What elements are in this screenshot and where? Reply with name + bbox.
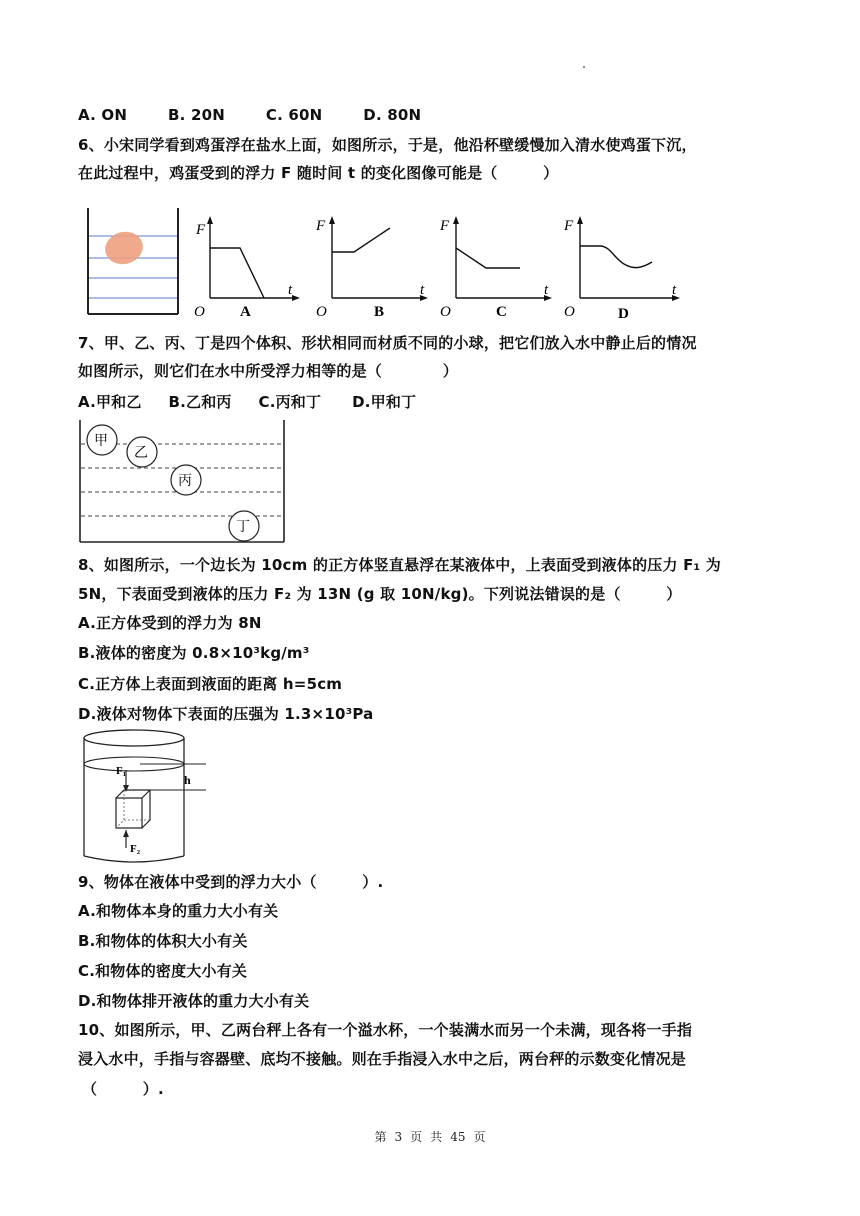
- footer-total-pages: 45: [450, 1130, 466, 1144]
- q6-graph-c: [436, 214, 554, 318]
- q8-h-label: h: [184, 773, 191, 787]
- q6-graph-d-origin: O: [564, 304, 575, 320]
- q5-option-b: B. 20N: [168, 106, 225, 124]
- q6-graph-a-x-label: t: [288, 282, 293, 298]
- q6-graph-b-origin: O: [316, 304, 327, 318]
- q5-option-d: D. 80N: [363, 106, 422, 124]
- q9-option-a: A.和物体本身的重力大小有关: [78, 902, 279, 920]
- q6-beaker-egg-figure: [80, 206, 184, 318]
- ball-jia-label: 甲: [94, 433, 108, 449]
- ball-yi-label: 乙: [134, 445, 148, 461]
- q7-options: [78, 391, 416, 412]
- q9-text-line1: 9、物体在液体中受到的浮力大小（ ）.: [78, 873, 384, 891]
- q5-options: [78, 106, 421, 124]
- q9-option-b: B.和物体的体积大小有关: [78, 932, 248, 950]
- q7-option-d: D.甲和丁: [352, 393, 417, 411]
- q7-option-b: B.乙和丙: [168, 393, 232, 411]
- q8-option-d: D.液体对物体下表面的压强为 1.3×10³Pa: [78, 705, 374, 723]
- stray-dot: [583, 66, 585, 68]
- q6-graph-b-x-label: t: [420, 282, 425, 298]
- q6-graph-b-y-label: F: [316, 218, 326, 234]
- q6-graph-a-origin: O: [194, 304, 205, 318]
- q6-graph-d-x-label: t: [672, 282, 677, 298]
- footer-suffix: 页: [473, 1130, 486, 1144]
- q7-option-c: C.丙和丁: [258, 393, 322, 411]
- q6-graph-c-x-label: t: [544, 282, 549, 298]
- ball-ding-label: 丁: [236, 519, 250, 535]
- footer-page-word: 页: [410, 1130, 423, 1144]
- q8-text-line2: 5N，下表面受到液体的压力 F₂ 为 13N (g 取 10N/kg)。下列说法错误的是（ ）: [78, 585, 682, 603]
- footer-total-word: 共: [430, 1130, 443, 1144]
- q7-text-line1: 7、甲、乙、丙、丁是四个体积、形状相同而材质不同的小球，把它们放入水中静止后的情况: [78, 334, 697, 352]
- q5-option-a: A. ON: [78, 106, 128, 124]
- q6-graph-d: [560, 214, 684, 320]
- q6-graph-c-origin: O: [440, 304, 451, 318]
- q7-text-line2: 如图所示，则它们在水中所受浮力相等的是（ ）: [78, 362, 459, 380]
- q5-option-c: C. 60N: [265, 106, 323, 124]
- footer-prefix: 第: [374, 1130, 387, 1144]
- q7-tank-balls-figure: [78, 418, 290, 546]
- q9-option-d: D.和物体排开液体的重力大小有关: [78, 992, 310, 1010]
- q6-text-line1: 6、小宋同学看到鸡蛋浮在盐水上面，如图所示，于是，他沿杯壁缓慢加入清水使鸡蛋下沉，: [78, 136, 697, 154]
- q6-graph-a-y-label: F: [196, 222, 206, 238]
- q6-graph-c-label: C: [496, 304, 507, 318]
- q6-graph-a-label: A: [240, 304, 251, 318]
- q8-f2-label: F₂: [130, 843, 141, 855]
- q6-graph-d-label: D: [618, 306, 629, 320]
- q9-option-c: C.和物体的密度大小有关: [78, 962, 248, 980]
- q6-graph-c-y-label: F: [440, 218, 450, 234]
- q6-text-line2: 在此过程中，鸡蛋受到的浮力 F 随时间 t 的变化图像可能是（ ）: [78, 164, 559, 182]
- q10-text-line3: （ ）.: [82, 1080, 164, 1098]
- q8-text-line1: 8、如图所示，一个边长为 10cm 的正方体竖直悬浮在某液体中，上表面受到液体的压力 F₁ 为: [78, 556, 721, 574]
- q8-f1-label: F₁: [116, 765, 127, 777]
- q8-cylinder-cube-figure: [80, 728, 212, 866]
- q6-graph-a: [190, 214, 302, 318]
- q8-option-a: A.正方体受到的浮力为 8N: [78, 614, 262, 632]
- q6-graph-d-y-label: F: [564, 218, 574, 234]
- page-footer: [0, 1128, 860, 1145]
- q10-text-line1: 10、如图所示，甲、乙两台秤上各有一个溢水杯，一个装满水而另一个未满，现各将一手指: [78, 1021, 693, 1039]
- q10-text-line2: 浸入水中，手指与容器壁、底均不接触。则在手指浸入水中之后，两台秤的示数变化情况是: [78, 1050, 687, 1068]
- q7-option-a: A.甲和乙: [78, 393, 142, 411]
- q8-option-c: C.正方体上表面到液面的距离 h=5cm: [78, 675, 343, 693]
- q8-option-b: B.液体的密度为 0.8×10³kg/m³: [78, 644, 310, 662]
- footer-page-number: 3: [394, 1130, 403, 1144]
- q6-graph-b: [312, 214, 430, 318]
- q6-graph-b-label: B: [374, 304, 385, 318]
- ball-bing-label: 丙: [178, 473, 192, 489]
